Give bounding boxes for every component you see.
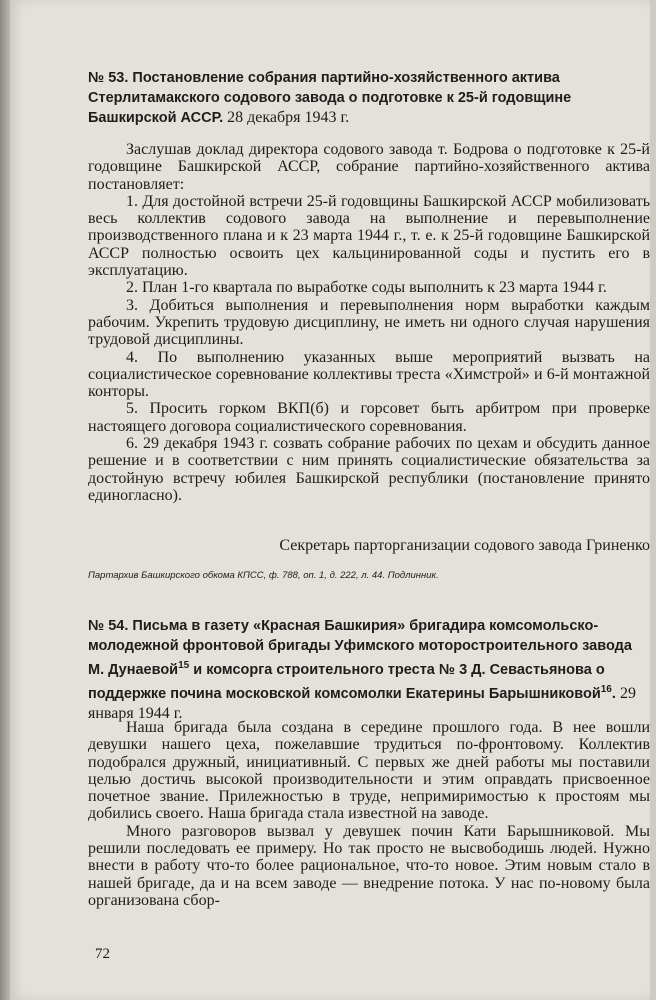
document-54 [88, 616, 650, 724]
document-53-paragraph: 4. По выполнению указанных выше мероприятий вызвать на социалистическое соревнование коллективы треста «Химстрой» и 6-й монтажной конторы. [88, 348, 650, 401]
document-54-title-part2: и комсорга строительного треста № 3 Д. Севастьянова о поддержке почина московской комсомолки Екатерины Барышниковой [88, 661, 605, 702]
book-page [10, 0, 650, 1000]
document-53-title: Постановление собрания партийно-хозяйственного актива Стерлитамакского содового завода о подготовке к 25-й годовщине Башкирской АССР. [88, 70, 572, 126]
document-54-date: 29 января 1944 г. [88, 684, 636, 722]
document-53-number: № 53. [88, 70, 129, 86]
document-54-title-part1: Письма в газету «Красная Башкирия» бригадира комсомольско-молодежной фронтовой бригады Уфимского моторостроительного завода М. Дунаевой [88, 618, 632, 678]
document-53-paragraph: 5. Просить горком ВКП(б) и горсовет быть арбитром при проверке настоящего договора социалистического соревнования. [88, 400, 650, 435]
document-54-paragraph: Наша бригада была создана в середине прошлого года. В нее вошли девушки нашего цеха, пожелавшие трудиться по-фронтовому. Коллектив подобрался дружный, инициативный. С первых же дней работы мы поставили целью достичь высокой производительности и этим оправдать присвоенное почетное звание. Прилежностью в труде, непримиримостью к простоям мы добились своего. Наша бригада стала известной на заводе. [88, 719, 650, 823]
document-53-paragraph: 1. Для достойной встречи 25-й годовщины Башкирской АССР мобилизовать весь коллектив содового завода на выполнение и перевыполнение производственного плана и к 23 марта 1944 г., т. е. к 25-й годовщине Башкирской АССР полностью освоить цех кальцинированной соды и пустить его в эксплуатацию. [88, 192, 650, 280]
document-54-heading: № 54. Письма в газету «Красная Башкирия» бригадира комсомольско-молодежной фронтовой бригады Уфимского моторостроительного завода М. Дунаевой$^{15}$ и комсорга строительного треста № 3 Д. Севастьянова о поддержке почина московской комсомолки Екатерины Барышниковой$^{16}$. 29 января 1944 г. [88, 618, 636, 722]
document-54-body [88, 719, 650, 909]
document-53 [88, 68, 650, 128]
document-54-paragraph: Много разговоров вызвал у девушек почин Кати Барышниковой. Мы решили последовать ее примеру. Но так просто не высвободишь людей. Нужно внести в работу что-то более рациональное, что-то новое. Этим новым стало в нашей бригаде, да и на всем заводе — внедрение потока. У нас по-новому была организована сбор- [88, 822, 650, 909]
document-53-source: Партархив Башкирского обкома КПСС, ф. 788, оп. 1, д. 222, л. 44. Подлинник. [88, 570, 439, 581]
page-number: 72 [95, 946, 110, 962]
document-53-paragraph: Заслушав доклад директора содового завода т. Бодрова о подготовке к 25-й годовщине Башкирской АССР, собрание партийно-хозяйственного актива постановляет: [88, 141, 650, 193]
book-spine [0, 0, 10, 1000]
document-53-date: 28 декабря 1943 г. [227, 109, 350, 126]
document-53-signature: Секретарь парторганизации содового завода Гриненко [279, 537, 650, 554]
document-53-paragraph: 3. Добиться выполнения и перевыполнения норм выработки каждым рабочим. Укрепить трудовую дисциплину, не иметь ни одного случая нарушения трудовой дисциплины. [88, 296, 650, 349]
document-53-heading [88, 68, 650, 128]
document-53-paragraph: 2. План 1-го квартала по выработке соды выполнить к 23 марта 1944 г. [126, 279, 607, 297]
footnote-15: 15 [178, 660, 190, 671]
document-54-number: № 54. [88, 618, 129, 634]
document-53-paragraph: 6. 29 декабря 1943 г. созвать собрание рабочих по цехам и обсудить данное решение и в соответствии с ним принять социалистические обязательства за достойную встречу юбилея Башкирской республики (постановление принято единогласно). [88, 435, 650, 504]
document-53-body [88, 141, 650, 504]
footnote-16: 16 [600, 683, 612, 695]
